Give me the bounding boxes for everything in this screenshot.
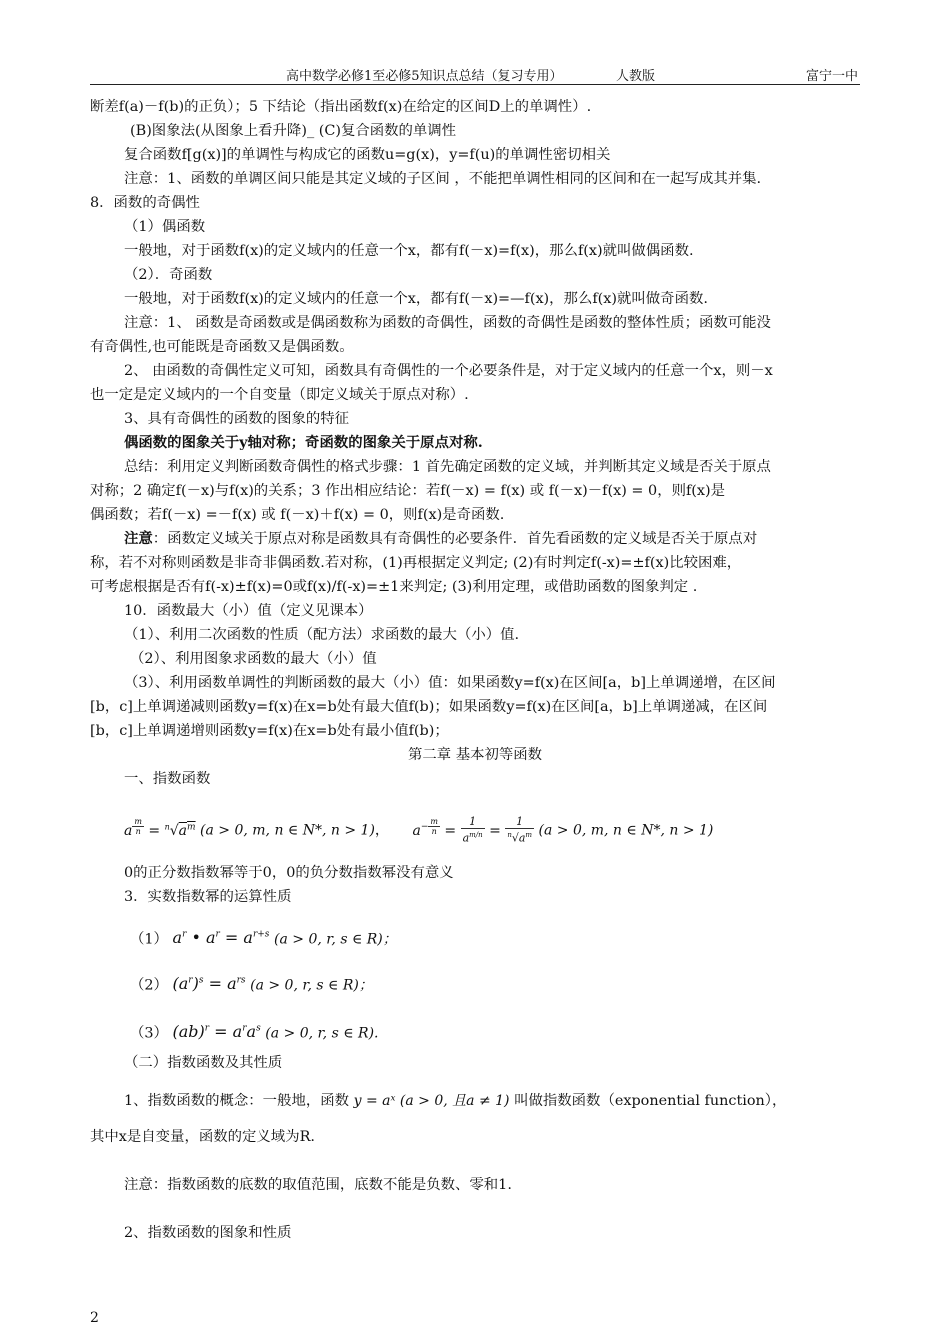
text-line: 复合函数f[g(x)]的单调性与构成它的函数u=g(x)，y=f(u)的单调性密切相关 bbox=[124, 147, 611, 163]
text-line: 偶函数；若f(－x) =－f(x) 或 f(－x)＋f(x) = 0，则f(x)是奇函数. bbox=[90, 507, 505, 523]
text-line: 称，若不对称则函数是非奇非偶函数.若对称，(1)再根据定义判定; (2)有时判定f(-x)=±f(x)比较困难， bbox=[90, 555, 742, 571]
formula-condition: (a > 0, r, s ∈ R)； bbox=[274, 931, 397, 948]
text-line: （1）、利用二次函数的性质（配方法）求函数的最大（小）值. bbox=[124, 627, 520, 643]
exponent-property-3 bbox=[130, 1018, 378, 1044]
fractional-exponent-formulas: a $^{\frac{m}{n}}$ = $^n√a^m$ (a > 0, m, n ∈ N*, n > 1)， $a^{- \frac{m}{n}}$ = $\frac{1}{a^{m/n}}$ = $\frac{1}{^n√a^m}$ (a > 0, m, n ∈ N*, n > 1) bbox=[124, 815, 714, 845]
exponent-property-2 bbox=[130, 970, 373, 996]
formula-condition-2: (a > 0, m, n ∈ N*, n > 1) bbox=[538, 822, 714, 839]
text-line: 总结：利用定义判断函数奇偶性的格式步骤：1 首先确定函数的定义域，并判断其定义域是否关于原点 bbox=[124, 459, 771, 475]
exponent-property-1 bbox=[130, 924, 397, 950]
property-label: （3） bbox=[130, 1025, 168, 1042]
text-line: 一般地，对于函数f(x)的定义域内的任意一个x，都有f(－x)=f(x)，那么f(x)就叫做偶函数. bbox=[124, 243, 694, 259]
page-header bbox=[90, 64, 860, 85]
header-edition: 人教版 bbox=[616, 69, 656, 84]
note-text: ：函数定义域关于原点对称是函数具有奇偶性的必要条件．首先看函数的定义域是否关于原点对 bbox=[152, 531, 758, 547]
page-number: 2 bbox=[90, 1310, 99, 1326]
text-line: （2）、利用图象求函数的最大（小）值 bbox=[130, 651, 377, 667]
text-line bbox=[124, 1090, 786, 1112]
text-line: 3．实数指数幂的运算性质 bbox=[124, 889, 292, 905]
text-line: 一般地，对于函数f(x)的定义域内的任意一个x，都有f(－x)=—f(x)，那么f(x)就叫做奇函数. bbox=[124, 291, 708, 307]
header-school: 富宁一中 bbox=[805, 69, 858, 84]
text-line: 注意：1、函数的单调区间只能是其定义域的子区间 ，不能把单调性相同的区间和在一起写成其并集. bbox=[124, 171, 762, 187]
definition-text: 1、指数函数的概念：一般地，函数 bbox=[124, 1093, 350, 1109]
text-line bbox=[124, 528, 757, 550]
text-line: 断差f(a)－f(b)的正负）；5 下结论（指出函数f(x)在给定的区间D上的单调性）. bbox=[90, 99, 592, 115]
text-line: 对称；2 确定f(－x)与f(x)的关系；3 作出相应结论：若f(－x) = f(x) 或 f(－x)－f(x) = 0，则f(x)是 bbox=[90, 483, 726, 499]
property-label: （1） bbox=[130, 931, 168, 948]
text-line: 注意：1、 函数是奇函数或是偶函数称为函数的奇偶性，函数的奇偶性是函数的整体性质；函数可能没 bbox=[124, 315, 771, 331]
subheading: （2）．奇函数 bbox=[124, 267, 213, 283]
formula-negative-fractional-exponent: $a^{- \frac{m}{n}}$ = $\frac{1}{a^{m/n}}$ = $\frac{1}{^n√a^m}$ bbox=[412, 815, 533, 845]
header-title: 高中数学必修1至必修5知识点总结（复习专用） bbox=[286, 69, 563, 84]
note-label: 注意 bbox=[124, 530, 153, 547]
section-heading: （二）指数函数及其性质 bbox=[124, 1055, 283, 1071]
text-line: 也一定是定义域内的一个自变量（即定义域关于原点对称）. bbox=[90, 387, 469, 403]
formula-product-power: $(ab)^r = a^ra^s$ bbox=[172, 1022, 261, 1042]
exponential-function-formula: y = aˣ (a > 0, 且a ≠ 1) bbox=[353, 1093, 510, 1109]
formula-product: $a^r$ • $a^r = a^{r+s}$ bbox=[172, 928, 270, 948]
definition-text-cont: 叫做指数函数（exponential function）， bbox=[514, 1093, 787, 1109]
text-line: 可考虑根据是否有f(-x)±f(x)=0或f(x)/f(-x)=±1来判定; (3)利用定理，或借助函数的图象判定 . bbox=[90, 579, 698, 595]
section-heading: 一、指数函数 bbox=[124, 771, 211, 787]
text-line: 2、 由函数的奇偶性定义可知，函数具有奇偶性的一个必要条件是，对于定义域内的任意一个x，则－x bbox=[124, 363, 773, 379]
text-line: 注意：指数函数的底数的取值范围，底数不能是负数、零和1. bbox=[124, 1177, 512, 1193]
section-heading: 8．函数的奇偶性 bbox=[90, 195, 200, 211]
text-line: （3）、利用函数单调性的判断函数的最大（小）值：如果函数y=f(x)在区间[a，b]上单调递增，在区间 bbox=[124, 675, 776, 691]
bold-statement: 偶函数的图象关于y轴对称；奇函数的图象关于原点对称. bbox=[124, 434, 483, 451]
formula-condition-1: (a > 0, m, n ∈ N*, n > 1) bbox=[200, 822, 375, 839]
text-line: 0的正分数指数幂等于0，0的负分数指数幂没有意义 bbox=[124, 865, 454, 881]
formula-power: $(a^r)^s = a^{rs}$ bbox=[172, 974, 246, 994]
text-line: [b，c]上单调递增则函数y=f(x)在x=b处有最小值f(b)； bbox=[90, 723, 449, 739]
text-line: 3、具有奇偶性的函数的图象的特征 bbox=[124, 411, 350, 427]
formula-positive-fractional-exponent: a $^{\frac{m}{n}}$ = $^n√a^m$ bbox=[124, 817, 196, 839]
text-line: 有奇偶性,也可能既是奇函数又是偶函数。 bbox=[90, 339, 354, 355]
text-line: 2、指数函数的图象和性质 bbox=[124, 1225, 292, 1241]
text-line: [b，c]上单调递减则函数y=f(x)在x=b处有最大值f(b)；如果函数y=f(x)在区间[a，b]上单调递减，在区间 bbox=[90, 699, 768, 715]
formula-condition: (a > 0, r, s ∈ R). bbox=[265, 1025, 379, 1042]
formula-condition: (a > 0, r, s ∈ R)； bbox=[250, 977, 373, 994]
chapter-title: 第二章 基本初等函数 bbox=[407, 747, 543, 763]
property-label: （2） bbox=[130, 977, 168, 994]
subheading: （1）偶函数 bbox=[124, 219, 206, 235]
section-heading: 10．函数最大（小）值（定义见课本） bbox=[124, 603, 373, 619]
text-line: (B)图象法(从图象上看升降)_ (C)复合函数的单调性 bbox=[130, 123, 457, 139]
text-line: 其中x是自变量，函数的定义域为R. bbox=[90, 1129, 315, 1145]
